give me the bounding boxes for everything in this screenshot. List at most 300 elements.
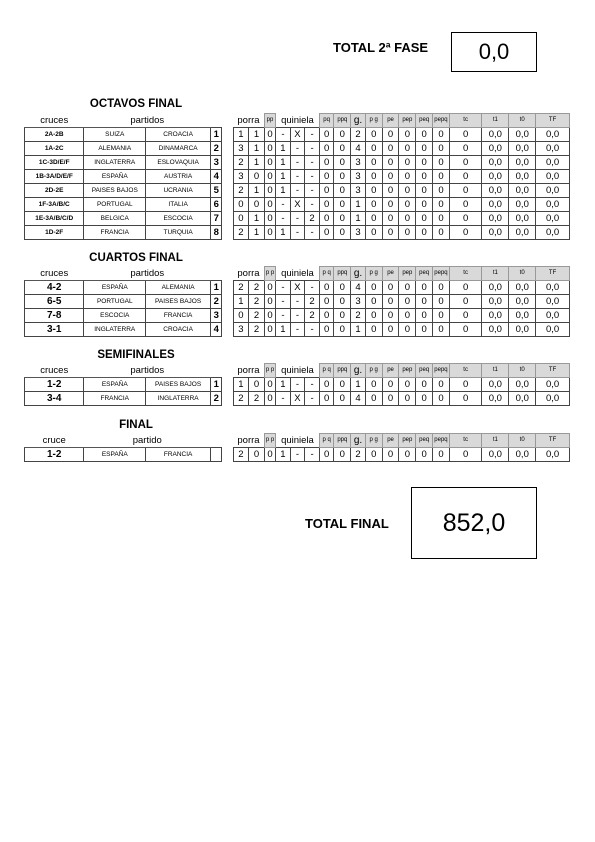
cell-t0: 0,0	[509, 295, 536, 309]
cell-pe: 0	[382, 226, 399, 240]
cell-pep: 0	[399, 142, 416, 156]
cell-q3: -	[305, 128, 320, 142]
cell-pg: 0	[365, 378, 382, 392]
header-cruces: cruce	[25, 434, 84, 448]
cell-pe: 0	[382, 309, 399, 323]
cell-q1: 1	[276, 170, 291, 184]
cell-pg: 0	[365, 226, 382, 240]
cell-pg: 0	[365, 184, 382, 198]
cell-tf: 0,0	[536, 226, 570, 240]
cell-cruce: 1F-3A/B/C	[25, 198, 84, 212]
cell-t0: 0,0	[509, 128, 536, 142]
cell-ppq: 0	[334, 212, 351, 226]
header-tf: TF	[536, 114, 570, 128]
cell-ppq: 0	[334, 226, 351, 240]
cell-gap	[222, 392, 233, 406]
cell-t1: 0,0	[482, 156, 509, 170]
cell-pq: 0	[319, 226, 334, 240]
cell-tf: 0,0	[536, 198, 570, 212]
header-t0: t0	[509, 364, 536, 378]
cell-g: 3	[351, 295, 366, 309]
cell-pe: 0	[382, 212, 399, 226]
cell-t0: 0,0	[509, 378, 536, 392]
table-row	[25, 448, 570, 462]
cell-local: PORTUGAL	[84, 295, 146, 309]
header-pp: p p	[264, 364, 275, 378]
cell-t0: 0,0	[509, 156, 536, 170]
cell-cruce: 6-5	[25, 295, 84, 309]
header-pe: pe	[382, 267, 399, 281]
header-cruces: cruces	[25, 267, 84, 281]
cell-q3: -	[305, 378, 320, 392]
header-spacer	[222, 267, 233, 281]
cell-n: 5	[211, 184, 222, 198]
header-pp: p p	[264, 267, 275, 281]
cell-t1: 0,0	[482, 323, 509, 337]
cell-pe: 0	[382, 156, 399, 170]
cell-n: 6	[211, 198, 222, 212]
cell-pp: 0	[264, 184, 275, 198]
cell-q3: -	[305, 281, 320, 295]
header-pq: p q	[319, 267, 334, 281]
cell-q2: -	[290, 309, 305, 323]
cell-pq: 0	[319, 184, 334, 198]
header-spacer	[211, 434, 222, 448]
header-pep: pep	[399, 434, 416, 448]
cell-visitante: INGLATERRA	[146, 392, 211, 406]
header-pepq: pepq	[433, 364, 450, 378]
header-porra: porra	[237, 114, 260, 126]
cell-pg: 0	[365, 309, 382, 323]
cell-pepq: 0	[433, 128, 450, 142]
cell-tc: 0	[449, 392, 482, 406]
header-peq: peq	[416, 434, 433, 448]
cell-t1: 0,0	[482, 448, 509, 462]
header-spacer	[222, 114, 233, 128]
cell-q1: 1	[276, 448, 291, 462]
cell-q2: -	[290, 212, 305, 226]
total-fase2-value: 0,0	[451, 32, 537, 72]
cell-pepq: 0	[433, 281, 450, 295]
table-row	[25, 281, 570, 295]
cell-g: 3	[351, 170, 366, 184]
cell-b: 2	[249, 323, 265, 337]
cell-g: 2	[351, 448, 366, 462]
cell-pep: 0	[399, 198, 416, 212]
header-g: g.	[351, 364, 366, 378]
cell-a: 2	[233, 184, 249, 198]
table-row	[25, 323, 570, 337]
cell-ppq: 0	[334, 281, 351, 295]
cell-pe: 0	[382, 378, 399, 392]
cell-tf: 0,0	[536, 448, 570, 462]
cell-q2: -	[290, 448, 305, 462]
cell-gap	[222, 378, 233, 392]
cell-b: 1	[249, 156, 265, 170]
cell-t1: 0,0	[482, 142, 509, 156]
table-row	[25, 184, 570, 198]
cell-a: 3	[233, 142, 249, 156]
cell-n: 4	[211, 323, 222, 337]
cell-peq: 0	[416, 281, 433, 295]
header-pg: p g	[365, 267, 382, 281]
cell-q1: -	[276, 128, 291, 142]
header-quiniela: quiniela	[281, 267, 314, 279]
header-spacer	[211, 267, 222, 281]
header-row	[25, 114, 570, 128]
cell-t0: 0,0	[509, 309, 536, 323]
cell-q2: X	[290, 128, 305, 142]
cell-local: PAISES BAJOS	[84, 184, 146, 198]
cell-tc: 0	[449, 184, 482, 198]
cell-local: FRANCIA	[84, 392, 146, 406]
cell-local: ESCOCIA	[84, 309, 146, 323]
table-row	[25, 128, 570, 142]
header-tc: tc	[449, 267, 482, 281]
cell-pepq: 0	[433, 378, 450, 392]
cell-gap	[222, 198, 233, 212]
cell-b: 0	[249, 170, 265, 184]
cell-visitante: TURQUIA	[146, 226, 211, 240]
cell-peq: 0	[416, 323, 433, 337]
cell-pp: 0	[264, 156, 275, 170]
cell-pp: 0	[264, 392, 275, 406]
header-porra: porra	[237, 364, 260, 376]
cell-pe: 0	[382, 142, 399, 156]
cell-gap	[222, 212, 233, 226]
cell-g: 2	[351, 128, 366, 142]
header-tf: TF	[536, 364, 570, 378]
cell-peq: 0	[416, 309, 433, 323]
cell-pq: 0	[319, 309, 334, 323]
cell-n: 1	[211, 128, 222, 142]
header-porra: porra	[237, 267, 260, 279]
cell-gap	[222, 170, 233, 184]
cell-pp: 0	[264, 170, 275, 184]
cell-pep: 0	[399, 156, 416, 170]
cell-tc: 0	[449, 323, 482, 337]
cell-local: SUIZA	[84, 128, 146, 142]
table-row	[25, 212, 570, 226]
cell-a: 2	[233, 156, 249, 170]
cell-visitante: ESLOVAQUIA	[146, 156, 211, 170]
cell-local: BELGICA	[84, 212, 146, 226]
cell-ppq: 0	[334, 156, 351, 170]
cell-tc: 0	[449, 142, 482, 156]
cell-cruce: 1C-3D/E/F	[25, 156, 84, 170]
header-pep: pep	[399, 114, 416, 128]
header-pepq: pepq	[433, 267, 450, 281]
cell-pg: 0	[365, 448, 382, 462]
cell-pg: 0	[365, 323, 382, 337]
header-quiniela: quiniela	[281, 434, 314, 446]
header-tc: tc	[449, 364, 482, 378]
cell-pep: 0	[399, 226, 416, 240]
cell-local: FRANCIA	[84, 226, 146, 240]
cell-q1: -	[276, 392, 291, 406]
octavos-title: OCTAVOS FINAL	[89, 98, 183, 110]
cell-pg: 0	[365, 392, 382, 406]
cell-a: 1	[233, 295, 249, 309]
header-tf: TF	[536, 267, 570, 281]
cell-pq: 0	[319, 156, 334, 170]
cell-b: 1	[249, 212, 265, 226]
cell-q3: -	[305, 392, 320, 406]
header-pq: p q	[319, 364, 334, 378]
cell-local: ESPAÑA	[84, 281, 146, 295]
cell-pp: 0	[264, 142, 275, 156]
cell-visitante: PAISES BAJOS	[146, 295, 211, 309]
total-fase2-label: TOTAL 2ª FASE	[333, 40, 429, 55]
cell-gap	[222, 295, 233, 309]
cell-pg: 0	[365, 156, 382, 170]
cell-pq: 0	[319, 392, 334, 406]
cell-g: 1	[351, 198, 366, 212]
cell-visitante: ITALIA	[146, 198, 211, 212]
cell-q3: -	[305, 184, 320, 198]
cell-b: 2	[249, 309, 265, 323]
cell-g: 3	[351, 226, 366, 240]
cell-cruce: 3-1	[25, 323, 84, 337]
cell-b: 2	[249, 392, 265, 406]
cell-q1: -	[276, 309, 291, 323]
cell-a: 2	[233, 226, 249, 240]
cell-pq: 0	[319, 128, 334, 142]
total-final-value: 852,0	[411, 487, 537, 559]
cell-visitante: CROACIA	[146, 323, 211, 337]
cell-t1: 0,0	[482, 212, 509, 226]
cell-q3: -	[305, 198, 320, 212]
header-t0: t0	[509, 267, 536, 281]
cell-ppq: 0	[334, 184, 351, 198]
cell-n: 3	[211, 309, 222, 323]
cell-q1: 1	[276, 156, 291, 170]
cell-local: PORTUGAL	[84, 198, 146, 212]
cell-q3: -	[305, 323, 320, 337]
cell-n: 7	[211, 212, 222, 226]
semifinales-table	[24, 363, 570, 406]
cell-pp: 0	[264, 281, 275, 295]
cell-gap	[222, 448, 233, 462]
header-t1: t1	[482, 434, 509, 448]
cell-peq: 0	[416, 142, 433, 156]
cell-pp: 0	[264, 128, 275, 142]
header-tc: tc	[449, 434, 482, 448]
header-spacer	[211, 364, 222, 378]
cell-pp: 0	[264, 212, 275, 226]
cell-cruce: 1D-2F	[25, 226, 84, 240]
cell-tc: 0	[449, 281, 482, 295]
cell-tf: 0,0	[536, 281, 570, 295]
cell-visitante: FRANCIA	[146, 309, 211, 323]
cell-b: 0	[249, 198, 265, 212]
cell-pepq: 0	[433, 226, 450, 240]
cell-t0: 0,0	[509, 281, 536, 295]
cell-q2: -	[290, 170, 305, 184]
cell-tc: 0	[449, 448, 482, 462]
cell-visitante: AUSTRIA	[146, 170, 211, 184]
header-pp: pp	[264, 114, 275, 128]
cell-n: 8	[211, 226, 222, 240]
octavos-table	[24, 113, 570, 240]
header-pg: p g	[365, 434, 382, 448]
header-partidos: partidos	[84, 114, 211, 128]
cell-pepq: 0	[433, 212, 450, 226]
cell-n: 2	[211, 142, 222, 156]
cell-q2: -	[290, 142, 305, 156]
header-cruces: cruces	[25, 114, 84, 128]
cell-a: 3	[233, 323, 249, 337]
cell-cruce: 4-2	[25, 281, 84, 295]
cuartos-table	[24, 266, 570, 337]
table-row	[25, 309, 570, 323]
cell-pepq: 0	[433, 448, 450, 462]
cell-pq: 0	[319, 448, 334, 462]
cell-q2: -	[290, 295, 305, 309]
cell-a: 2	[233, 392, 249, 406]
cell-tf: 0,0	[536, 323, 570, 337]
cell-pp: 0	[264, 309, 275, 323]
cell-pe: 0	[382, 281, 399, 295]
semifinales-title: SEMIFINALES	[97, 349, 175, 361]
cell-q1: -	[276, 281, 291, 295]
cell-pp: 0	[264, 323, 275, 337]
cell-pq: 0	[319, 212, 334, 226]
cell-g: 4	[351, 281, 366, 295]
cell-q3: 2	[305, 295, 320, 309]
header-porra: porra	[237, 434, 260, 446]
cell-q2: -	[290, 378, 305, 392]
cell-visitante: FRANCIA	[146, 448, 211, 462]
cell-g: 1	[351, 323, 366, 337]
header-row	[25, 434, 570, 448]
cell-pep: 0	[399, 170, 416, 184]
header-tc: tc	[449, 114, 482, 128]
cell-n	[211, 448, 222, 462]
cell-tf: 0,0	[536, 184, 570, 198]
cell-q1: 1	[276, 142, 291, 156]
header-t0: t0	[509, 434, 536, 448]
cell-pep: 0	[399, 323, 416, 337]
cell-visitante: DINAMARCA	[146, 142, 211, 156]
cell-pepq: 0	[433, 295, 450, 309]
cell-n: 4	[211, 170, 222, 184]
cell-q3: -	[305, 226, 320, 240]
cell-pp: 0	[264, 198, 275, 212]
cell-t1: 0,0	[482, 184, 509, 198]
cell-cruce: 1B-3A/D/E/F	[25, 170, 84, 184]
cell-pep: 0	[399, 212, 416, 226]
cell-pep: 0	[399, 128, 416, 142]
header-partidos: partidos	[84, 364, 211, 378]
final-table	[24, 433, 570, 462]
table-row	[25, 392, 570, 406]
cell-gap	[222, 142, 233, 156]
cell-pq: 0	[319, 170, 334, 184]
cell-t1: 0,0	[482, 198, 509, 212]
cell-visitante: PAISES BAJOS	[146, 378, 211, 392]
cell-t0: 0,0	[509, 198, 536, 212]
cell-ppq: 0	[334, 392, 351, 406]
cell-q1: 1	[276, 226, 291, 240]
cell-n: 2	[211, 392, 222, 406]
cell-ppq: 0	[334, 170, 351, 184]
cell-g: 1	[351, 378, 366, 392]
cuartos-title: CUARTOS FINAL	[89, 252, 183, 264]
cell-local: ALEMANIA	[84, 142, 146, 156]
cell-pep: 0	[399, 184, 416, 198]
cell-a: 1	[233, 378, 249, 392]
cell-pq: 0	[319, 378, 334, 392]
cell-q2: X	[290, 198, 305, 212]
cell-tc: 0	[449, 156, 482, 170]
cell-cruce: 2D-2E	[25, 184, 84, 198]
header-tf: TF	[536, 434, 570, 448]
cell-q2: -	[290, 156, 305, 170]
cell-local: ESPAÑA	[84, 448, 146, 462]
header-pe: pe	[382, 434, 399, 448]
cell-t1: 0,0	[482, 170, 509, 184]
cell-t0: 0,0	[509, 392, 536, 406]
cell-tf: 0,0	[536, 378, 570, 392]
cell-pg: 0	[365, 281, 382, 295]
table-row	[25, 198, 570, 212]
header-spacer	[222, 364, 233, 378]
cell-q1: 1	[276, 184, 291, 198]
cell-t1: 0,0	[482, 309, 509, 323]
cell-tf: 0,0	[536, 392, 570, 406]
cell-peq: 0	[416, 212, 433, 226]
cell-q3: -	[305, 170, 320, 184]
table-row	[25, 226, 570, 240]
header-pe: pe	[382, 364, 399, 378]
header-cruces: cruces	[25, 364, 84, 378]
cell-pq: 0	[319, 142, 334, 156]
cell-pep: 0	[399, 448, 416, 462]
cell-q2: -	[290, 184, 305, 198]
header-ppq: ppq	[334, 434, 351, 448]
header-pe: pe	[382, 114, 399, 128]
cell-q1: 1	[276, 378, 291, 392]
cell-q3: 2	[305, 212, 320, 226]
cell-ppq: 0	[334, 198, 351, 212]
cell-t0: 0,0	[509, 212, 536, 226]
cell-n: 2	[211, 295, 222, 309]
cell-pg: 0	[365, 142, 382, 156]
cell-a: 0	[233, 309, 249, 323]
cell-t1: 0,0	[482, 226, 509, 240]
cell-t1: 0,0	[482, 295, 509, 309]
cell-local: ESPAÑA	[84, 378, 146, 392]
cell-local: ESPAÑA	[84, 170, 146, 184]
cell-cruce: 2A-2B	[25, 128, 84, 142]
cell-t0: 0,0	[509, 170, 536, 184]
cell-peq: 0	[416, 170, 433, 184]
header-g: g.	[351, 434, 366, 448]
cell-tf: 0,0	[536, 170, 570, 184]
cell-gap	[222, 156, 233, 170]
cell-peq: 0	[416, 184, 433, 198]
table-row	[25, 378, 570, 392]
header-t1: t1	[482, 267, 509, 281]
cell-gap	[222, 184, 233, 198]
cell-peq: 0	[416, 226, 433, 240]
header-pepq: pepq	[433, 434, 450, 448]
cell-gap	[222, 323, 233, 337]
header-pg: p g	[365, 364, 382, 378]
cell-cruce: 1-2	[25, 378, 84, 392]
header-partidos: partido	[84, 434, 211, 448]
